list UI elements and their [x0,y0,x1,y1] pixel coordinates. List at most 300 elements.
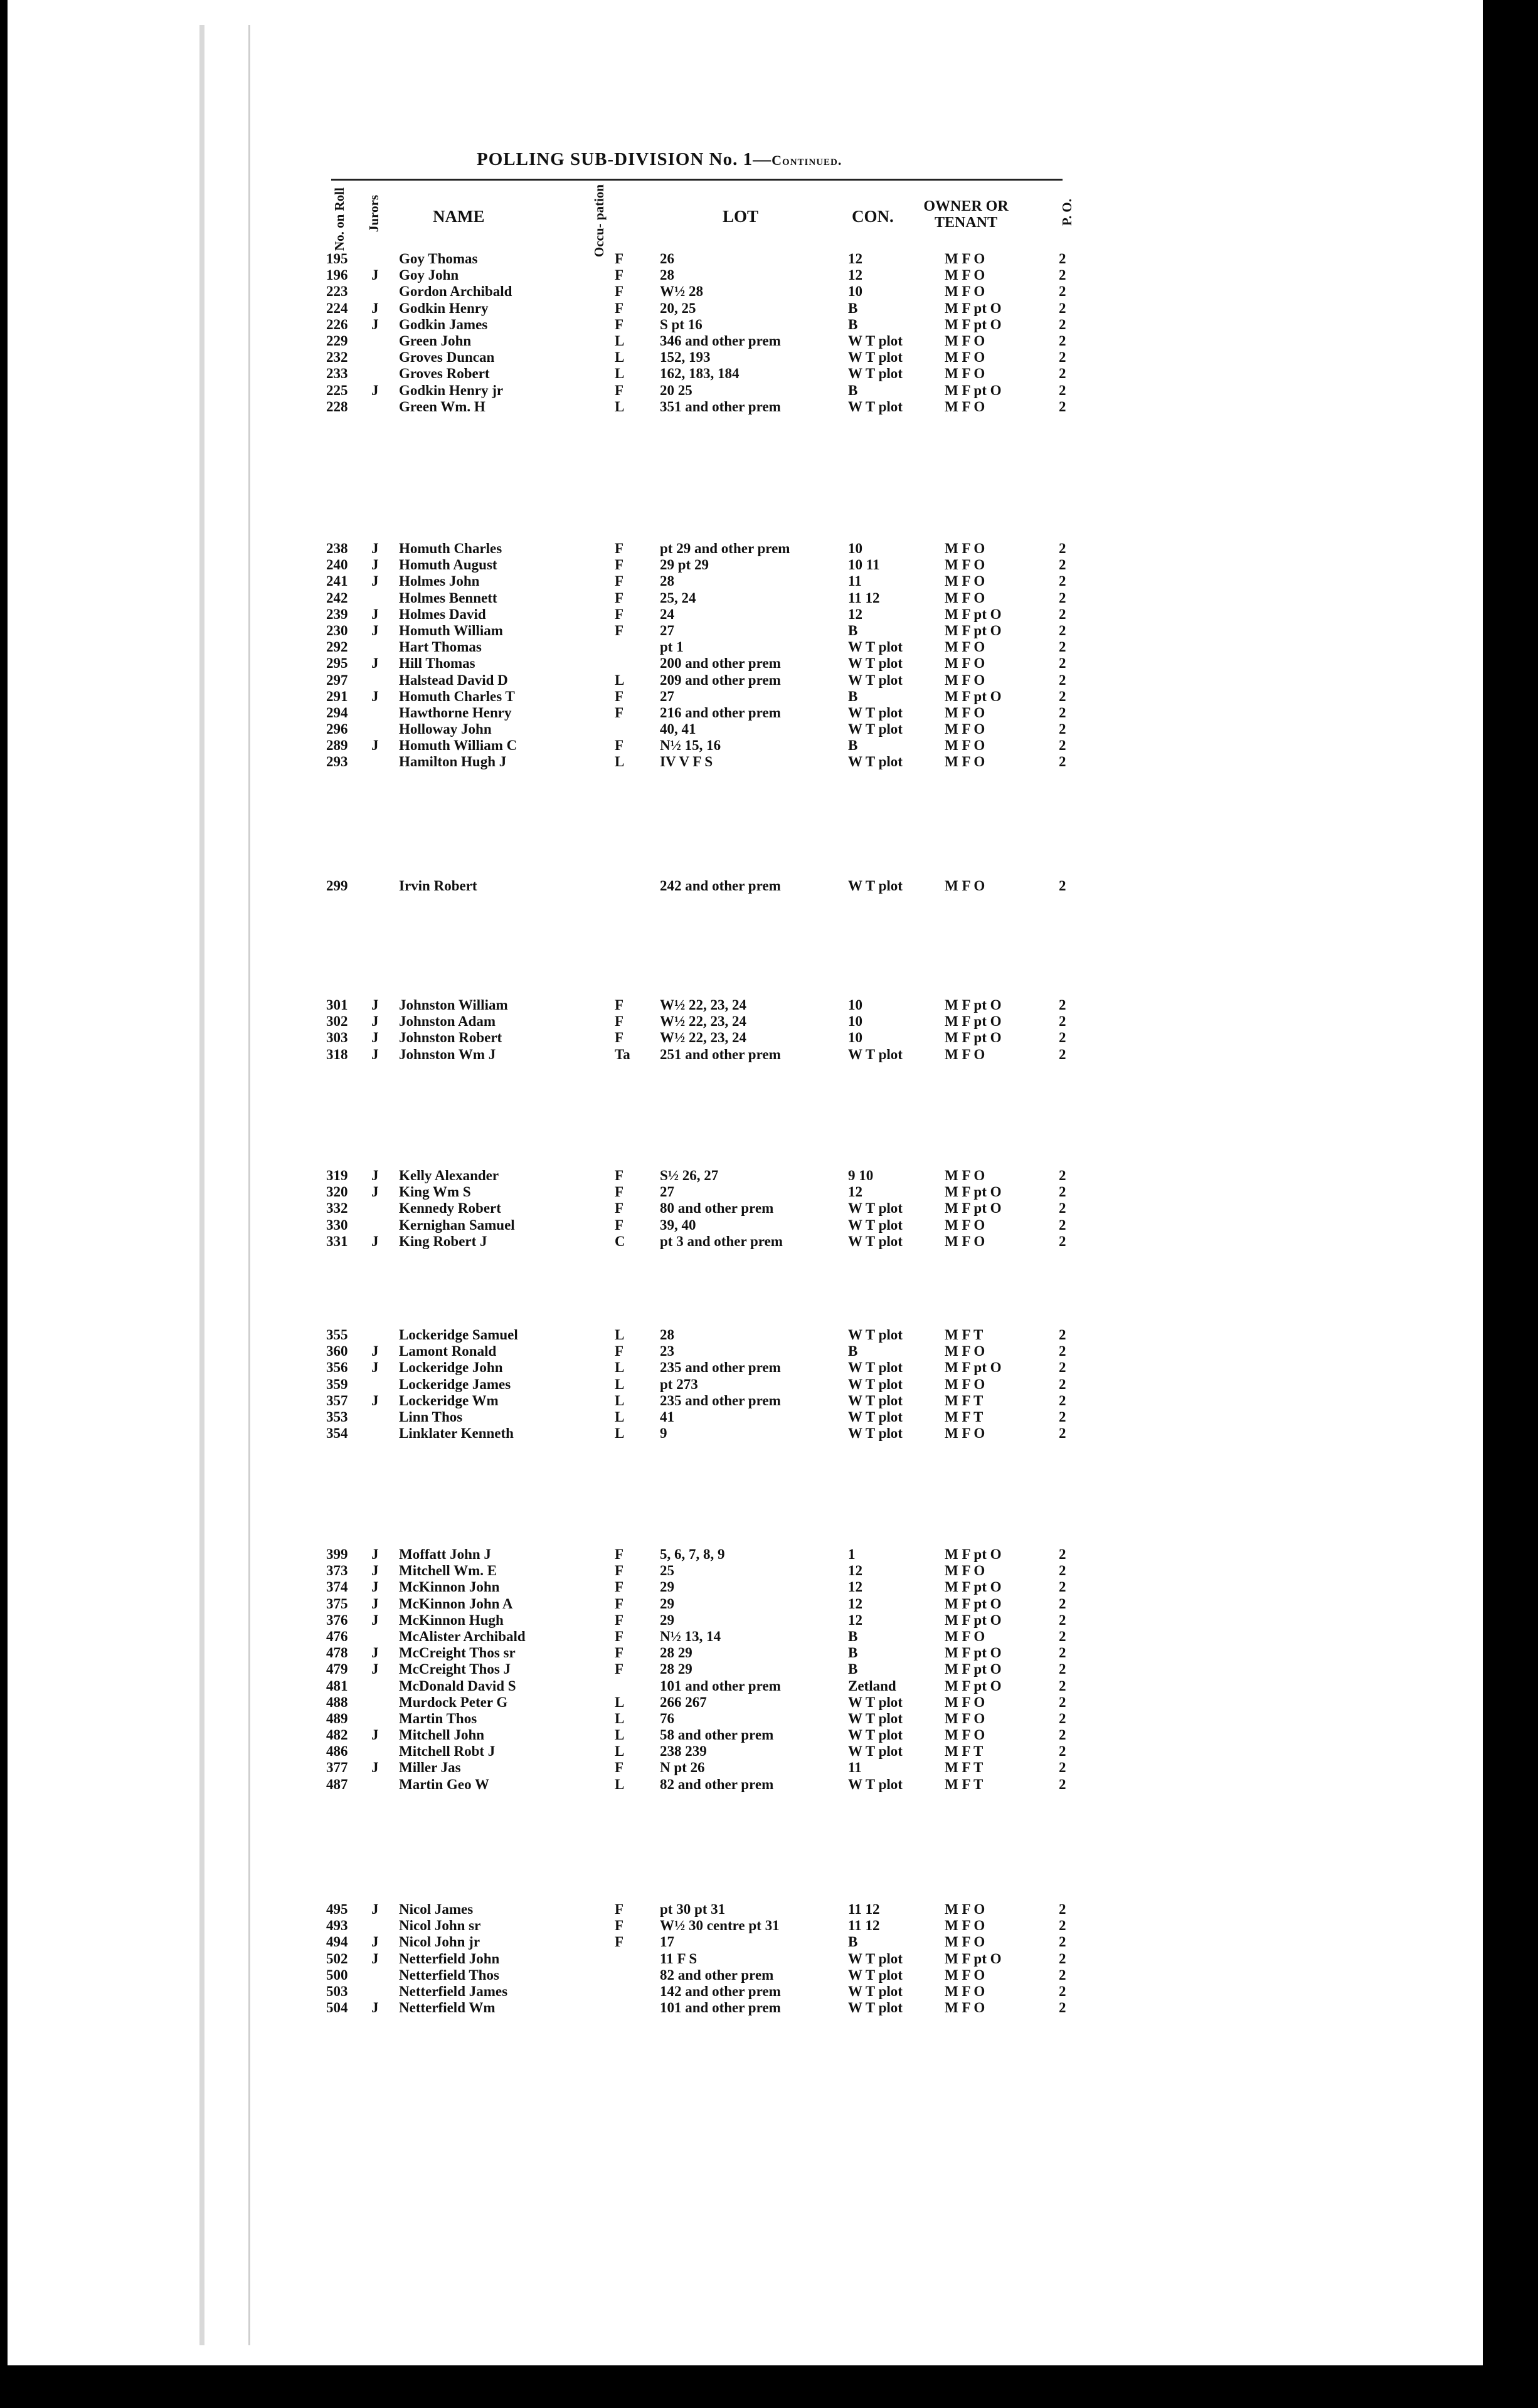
concession: W T plot [848,1217,903,1233]
concession: W T plot [848,1046,903,1062]
post-office: 2 [1059,1612,1066,1628]
juror-mark: J [371,1595,379,1612]
lot: 23 [660,1343,674,1360]
concession: W T plot [848,754,903,770]
lot: W½ 22, 23, 24 [660,997,746,1013]
post-office: 2 [1059,316,1066,332]
owner-or-tenant: M F O [945,1233,985,1249]
owner-or-tenant: M F O [945,639,985,655]
post-office: 2 [1059,878,1066,894]
owner-or-tenant: M F O [945,655,985,672]
occupation: L [615,1408,625,1425]
occupation: L [615,366,625,382]
lot: 41 [660,1408,674,1425]
roll-number: 242 [326,589,348,606]
voter-name: Martin Thos [399,1710,477,1726]
post-office: 2 [1059,382,1066,398]
roll-entry [326,1678,1091,1694]
owner-or-tenant: M F O [945,1628,985,1644]
lot: 200 and other prem [660,655,781,672]
roll-entry [326,333,1091,349]
lot: 27 [660,688,674,704]
roll-number: 239 [326,606,348,622]
voter-name: Lockeridge Wm [399,1392,499,1408]
voter-name: Mitchell John [399,1727,485,1743]
roll-entry [326,557,1091,573]
roll-entry [326,251,1091,267]
roll-number: 294 [326,704,348,721]
owner-or-tenant: M F pt O [945,1184,1002,1200]
owner-or-tenant: M F O [945,398,985,415]
concession: 10 [848,1013,862,1030]
post-office: 2 [1059,1743,1066,1760]
roll-entry [326,1047,1091,1063]
roll-number: 303 [326,1030,348,1046]
owner-or-tenant: M F O [945,573,985,589]
lot: 152, 193 [660,349,711,366]
roll-number: 504 [326,2000,348,2016]
voter-name: Irvin Robert [399,878,477,894]
page-title-main: POLLING SUB-DIVISION No. 1— [477,149,772,169]
roll-entry [326,1967,1091,1983]
lot: 5, 6, 7, 8, 9 [660,1546,725,1562]
post-office: 2 [1059,1343,1066,1360]
lot: 11 F S [660,1950,697,1967]
voter-name: Linklater Kenneth [399,1425,514,1442]
lot: 27 [660,1184,674,1200]
occupation: F [615,1612,624,1628]
occupation: F [615,1934,624,1950]
roll-entry [326,1409,1091,1425]
col-header-jurors: Jurors [366,194,381,232]
roll-entry [326,1327,1091,1343]
roll-number: 292 [326,639,348,655]
voter-name: Hawthorne Henry [399,704,512,721]
post-office: 2 [1059,1184,1066,1200]
owner-or-tenant: M F pt O [945,622,1002,638]
roll-number: 318 [326,1046,348,1062]
voter-name: Mitchell Robt J [399,1743,496,1760]
juror-mark: J [371,688,379,704]
concession: B [848,688,858,704]
voter-name: McCreight Thos sr [399,1645,516,1661]
juror-mark: J [371,1612,379,1628]
owner-or-tenant: M F pt O [945,382,1002,398]
lot: 24 [660,606,674,622]
concession: W T plot [848,332,903,349]
juror-mark: J [371,1760,379,1776]
col-header-po: P. O. [1059,199,1074,226]
concession: 11 [848,573,862,589]
concession: W T plot [848,878,903,894]
post-office: 2 [1059,1694,1066,1710]
roll-number: 375 [326,1595,348,1612]
occupation: F [615,557,624,573]
roll-number: 476 [326,1628,348,1644]
roll-entry [326,1951,1091,1967]
voter-name: McKinnon John A [399,1595,513,1612]
voter-name: Godkin James [399,316,488,332]
roll-entry [326,997,1091,1013]
roll-number: 330 [326,1217,348,1233]
roll-section-g [326,251,1091,415]
voter-name: Homuth August [399,557,497,573]
roll-entry [326,349,1091,366]
occupation: L [615,349,625,366]
roll-entry [326,1546,1091,1563]
concession: B [848,316,858,332]
owner-or-tenant: M F pt O [945,1360,1002,1376]
roll-number: 195 [326,251,348,267]
concession: 12 [848,606,862,622]
juror-mark: J [371,1645,379,1661]
roll-entry [326,1760,1091,1776]
concession: W T plot [848,1360,903,1376]
voter-name: Lockeridge John [399,1360,503,1376]
occupation: C [615,1233,625,1249]
voter-name: King Wm S [399,1184,471,1200]
page-fold-shadow [199,25,204,2345]
roll-entry [326,878,1091,894]
post-office: 2 [1059,1901,1066,1917]
post-office: 2 [1059,1546,1066,1562]
roll-entry [326,1393,1091,1409]
occupation: F [615,1645,624,1661]
concession: B [848,1628,858,1644]
concession: 1 [848,1546,856,1562]
post-office: 2 [1059,1677,1066,1694]
roll-entry [326,1777,1091,1793]
roll-number: 356 [326,1360,348,1376]
col-header-no-on-roll: No. on Roll [332,187,347,251]
occupation: F [615,1168,624,1183]
owner-or-tenant: M F O [945,251,985,267]
juror-mark: J [371,557,379,573]
juror-mark: J [371,316,379,332]
roll-entry [326,1711,1091,1727]
juror-mark: J [371,1184,379,1200]
roll-entry [326,1596,1091,1612]
owner-or-tenant: M F T [945,1760,984,1776]
juror-mark: J [371,1901,379,1917]
roll-entry [326,1425,1091,1442]
roll-entry [326,721,1091,737]
voter-name: Hamilton Hugh J [399,754,507,770]
owner-or-tenant: M F O [945,366,985,382]
roll-entry [326,705,1091,721]
voter-name: Holmes David [399,606,486,622]
owner-or-tenant: M F pt O [945,1200,1002,1217]
col-header-con: CON. [852,207,894,226]
post-office: 2 [1059,573,1066,589]
voter-name: McKinnon John [399,1579,500,1595]
occupation: L [615,1694,625,1710]
occupation: F [615,300,624,316]
lot: 28 [660,267,674,283]
lot: 26 [660,251,674,267]
voter-name: Moffatt John J [399,1546,491,1562]
owner-or-tenant: M F O [945,2000,985,2016]
roll-number: 503 [326,1983,348,1999]
concession: 12 [848,1579,862,1595]
voter-name: Murdock Peter G [399,1694,508,1710]
juror-mark: J [371,1546,379,1562]
roll-section-l [326,1327,1091,1442]
juror-mark: J [371,1727,379,1743]
lot: W½ 22, 23, 24 [660,1030,746,1046]
occupation: F [615,1013,624,1030]
owner-or-tenant: M F O [945,283,985,300]
concession: 10 [848,997,862,1013]
roll-number: 291 [326,688,348,704]
roll-number: 319 [326,1168,348,1183]
roll-entry [326,1694,1091,1711]
owner-or-tenant: M F pt O [945,688,1002,704]
roll-number: 241 [326,573,348,589]
roll-entry [326,1013,1091,1030]
voter-name: Hill Thomas [399,655,475,672]
page-title [477,149,935,170]
post-office: 2 [1059,1934,1066,1950]
owner-or-tenant: M F O [945,332,985,349]
voter-name: Netterfield Wm [399,2000,496,2016]
voter-name: Homuth Charles [399,541,502,556]
roll-number: 233 [326,366,348,382]
roll-entry [326,317,1091,333]
occupation: F [615,688,624,704]
owner-or-tenant: M F O [945,878,985,894]
juror-mark: J [371,622,379,638]
occupation: L [615,1392,625,1408]
occupation: L [615,1376,625,1392]
post-office: 2 [1059,1030,1066,1046]
voter-name: Kennedy Robert [399,1200,501,1217]
lot: 351 and other prem [660,398,781,415]
juror-mark: J [371,1168,379,1183]
roll-entry [326,1200,1091,1217]
voter-name: Netterfield John [399,1950,500,1967]
post-office: 2 [1059,1233,1066,1249]
concession: W T plot [848,1776,903,1792]
juror-mark: J [371,382,379,398]
lot: N½ 13, 14 [660,1628,721,1644]
roll-entry [326,573,1091,589]
voter-name: Miller Jas [399,1760,461,1776]
concession: W T plot [848,639,903,655]
concession: W T plot [848,1967,903,1983]
lot: 251 and other prem [660,1046,781,1062]
juror-mark: J [371,1046,379,1062]
roll-entry [326,1645,1091,1661]
occupation: F [615,251,624,267]
owner-or-tenant: M F O [945,1217,985,1233]
voter-name: Kelly Alexander [399,1168,499,1183]
owner-or-tenant: M F O [945,1710,985,1726]
voter-name: Netterfield James [399,1983,508,1999]
lot: 28 [660,1327,674,1343]
occupation: F [615,1661,624,1677]
roll-number: 493 [326,1918,348,1934]
post-office: 2 [1059,1967,1066,1983]
lot: 101 and other prem [660,1677,781,1694]
occupation: L [615,754,625,770]
occupation: L [615,672,625,688]
roll-number: 486 [326,1743,348,1760]
roll-number: 224 [326,300,348,316]
roll-entry [326,1629,1091,1645]
juror-mark: J [371,300,379,316]
occupation: Ta [615,1046,630,1062]
occupation: F [615,1030,624,1046]
concession: W T plot [848,1408,903,1425]
roll-entry [326,1743,1091,1760]
roll-number: 230 [326,622,348,638]
roll-entry [326,1579,1091,1595]
concession: B [848,737,858,754]
concession: W T plot [848,366,903,382]
occupation: F [615,1184,624,1200]
header-rule [331,179,1063,181]
roll-number: 357 [326,1392,348,1408]
roll-entry [326,1376,1091,1393]
roll-entry [326,1727,1091,1743]
voter-name: Lamont Ronald [399,1343,497,1360]
roll-entry [326,1661,1091,1677]
occupation: L [615,1743,625,1760]
lot: S½ 26, 27 [660,1168,719,1183]
occupation: F [615,1901,624,1917]
post-office: 2 [1059,589,1066,606]
occupation: F [615,1918,624,1934]
voter-name: King Robert J [399,1233,487,1249]
roll-entry [326,267,1091,283]
juror-mark: J [371,1661,379,1677]
voter-name: Homuth William [399,622,503,638]
scan-border-bottom [0,2365,1538,2408]
roll-number: 196 [326,267,348,283]
voter-name: McDonald David S [399,1677,516,1694]
post-office: 2 [1059,1013,1066,1030]
owner-or-tenant: M F O [945,1934,985,1950]
owner-or-tenant: M F O [945,557,985,573]
owner-or-tenant: M F T [945,1392,984,1408]
lot: 28 29 [660,1645,692,1661]
roll-entry [326,1612,1091,1629]
occupation: F [615,1628,624,1644]
roll-number: 373 [326,1563,348,1579]
roll-entry [326,606,1091,623]
juror-mark: J [371,541,379,556]
roll-entry [326,1901,1091,1918]
concession: 9 10 [848,1168,874,1183]
concession: Zetland [848,1677,896,1694]
roll-number: 359 [326,1376,348,1392]
occupation: F [615,1546,624,1562]
roll-entry [326,1360,1091,1376]
post-office: 2 [1059,1425,1066,1442]
post-office: 2 [1059,672,1066,688]
roll-entry [326,623,1091,639]
concession: 12 [848,1563,862,1579]
post-office: 2 [1059,1392,1066,1408]
roll-number: 374 [326,1579,348,1595]
lot: 28 [660,573,674,589]
post-office: 2 [1059,366,1066,382]
roll-entry [326,399,1091,415]
post-office: 2 [1059,1645,1066,1661]
occupation: L [615,1710,625,1726]
lot: 209 and other prem [660,672,781,688]
voter-name: Holmes Bennett [399,589,497,606]
roll-number: 479 [326,1661,348,1677]
occupation: F [615,1217,624,1233]
roll-number: 502 [326,1950,348,1967]
roll-entry [326,639,1091,655]
lot: 25 [660,1563,674,1579]
lot: 82 and other prem [660,1776,774,1792]
juror-mark: J [371,1360,379,1376]
occupation: L [615,1776,625,1792]
post-office: 2 [1059,267,1066,283]
voter-name: Green Wm. H [399,398,485,415]
owner-or-tenant: M F pt O [945,1645,1002,1661]
owner-or-tenant: M F pt O [945,1030,1002,1046]
roll-number: 353 [326,1408,348,1425]
occupation: F [615,267,624,283]
post-office: 2 [1059,1408,1066,1425]
roll-number: 494 [326,1934,348,1950]
roll-number: 238 [326,541,348,556]
voter-name: Johnston Adam [399,1013,496,1030]
owner-or-tenant: M F pt O [945,316,1002,332]
post-office: 2 [1059,1760,1066,1776]
owner-or-tenant: M F pt O [945,1546,1002,1562]
concession: W T plot [848,655,903,672]
owner-or-tenant: M F O [945,721,985,737]
col-header-owner-or-tenant: OWNER OR TENANT [923,198,1009,231]
lot: pt 30 pt 31 [660,1901,726,1917]
lot: 142 and other prem [660,1983,781,1999]
lot: 80 and other prem [660,1200,774,1217]
lot: 29 [660,1612,674,1628]
voter-name: McKinnon Hugh [399,1612,504,1628]
lot: W½ 22, 23, 24 [660,1013,746,1030]
voter-name: Homuth William C [399,737,517,754]
concession: 10 [848,541,862,556]
concession: 11 12 [848,1918,880,1934]
concession: B [848,1934,858,1950]
occupation: F [615,382,624,398]
owner-or-tenant: M F O [945,1343,985,1360]
occupation: L [615,1727,625,1743]
lot: 29 [660,1595,674,1612]
voter-name: Lockeridge James [399,1376,511,1392]
lot: 40, 41 [660,721,696,737]
voter-name: McAlister Archibald [399,1628,526,1644]
roll-entry [326,1563,1091,1579]
juror-mark: J [371,1563,379,1579]
post-office: 2 [1059,622,1066,638]
concession: 10 [848,283,862,300]
concession: B [848,1343,858,1360]
lot: 346 and other prem [660,332,781,349]
concession: 10 [848,1030,862,1046]
lot: 20, 25 [660,300,696,316]
roll-section-h [326,541,1091,771]
voter-name: Halstead David D [399,672,508,688]
lot: 76 [660,1710,674,1726]
scan-border-left [0,0,8,2408]
